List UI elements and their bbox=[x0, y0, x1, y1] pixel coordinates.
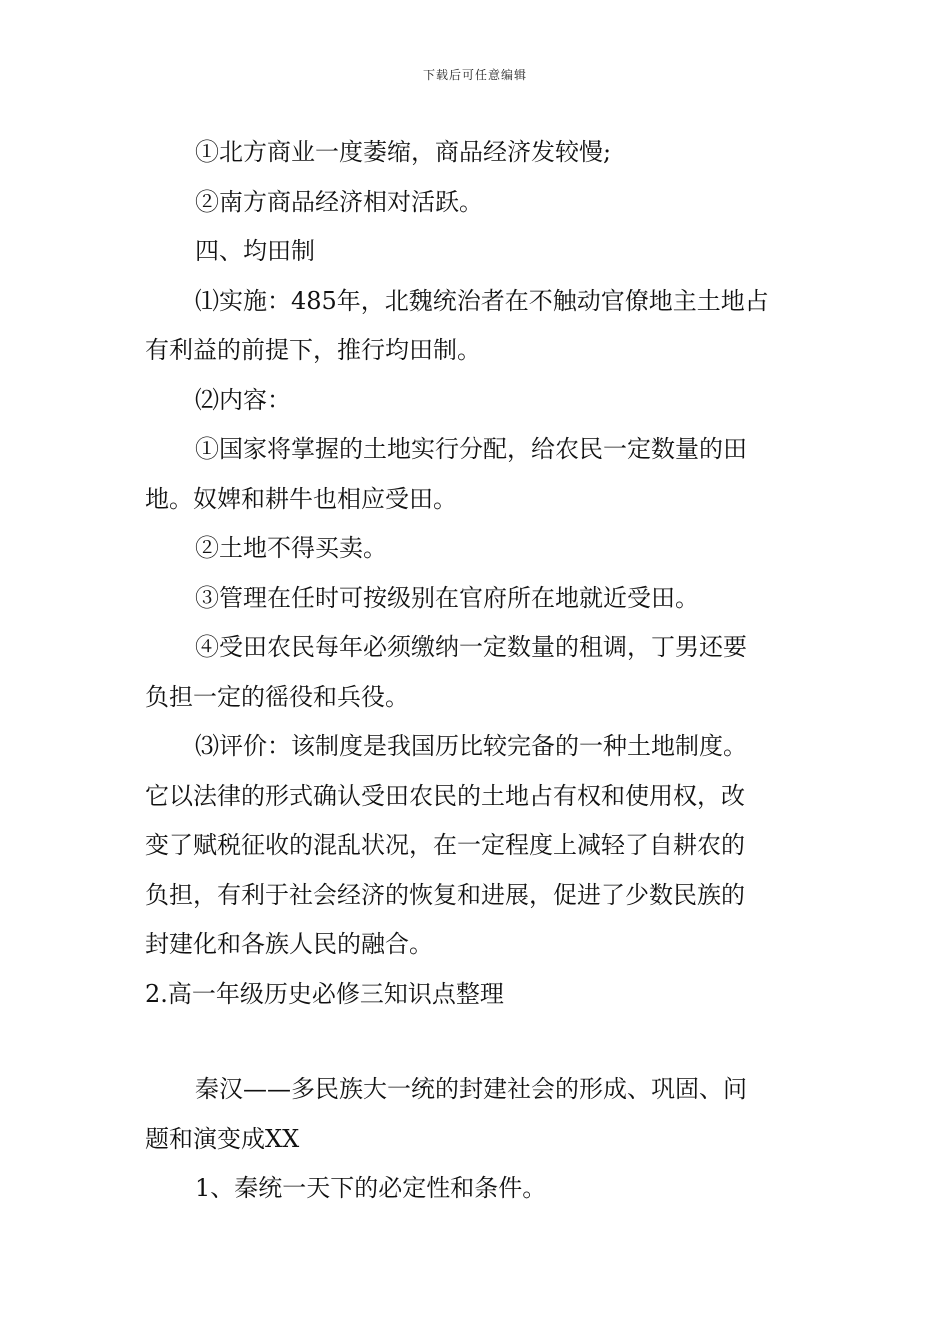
text-line: ②土地不得买卖。 bbox=[195, 534, 387, 562]
text-line: ⑶评价：该制度是我国历比较完备的一种土地制度。 bbox=[195, 732, 747, 760]
text-line: 1、秦统一天下的必定性和条件。 bbox=[195, 1174, 547, 1202]
text-line: ③管理在任时可按级别在官府所在地就近受田。 bbox=[195, 583, 699, 612]
text-line: 2.高一年级历史必修三知识点整理 bbox=[145, 979, 504, 1008]
text-line: 负担一定的徭役和兵役。 bbox=[145, 682, 409, 711]
text-line: 有利益的前提下，推行均田制。 bbox=[145, 336, 481, 364]
text-line: ①北方商业一度萎缩，商品经济发较慢; bbox=[195, 138, 612, 166]
text-line: 题和演变成XX bbox=[145, 1124, 300, 1153]
document-body bbox=[145, 128, 810, 1214]
text-line: 地。奴婢和耕牛也相应受田。 bbox=[145, 484, 457, 513]
text-line: ④受田农民每年必须缴纳一定数量的租调，丁男还要 bbox=[195, 633, 747, 661]
text-line: 秦汉——多民族大一统的封建社会的形成、巩固、问 bbox=[195, 1075, 747, 1103]
text-line: ⑴实施：485年，北魏统治者在不触动官僚地主土地占 bbox=[195, 286, 769, 315]
text-line: ⑵内容： bbox=[195, 385, 291, 414]
blank-spacer bbox=[145, 1019, 810, 1065]
text-line: ②南方商品经济相对活跃。 bbox=[195, 187, 483, 216]
page-header: 下载后可任意编辑 bbox=[422, 68, 527, 82]
text-line: 负担，有利于社会经济的恢复和进展，促进了少数民族的 bbox=[145, 880, 745, 909]
text-line: 四、均田制 bbox=[195, 237, 315, 265]
text-line: 封建化和各族人民的融合。 bbox=[145, 930, 433, 958]
text-line: 变了赋税征收的混乱状况，在一定程度上减轻了自耕农的 bbox=[145, 831, 745, 859]
text-line: ①国家将掌握的土地实行分配，给农民一定数量的田 bbox=[195, 435, 747, 463]
text-line: 它以法律的形式确认受田农民的土地占有权和使用权，改 bbox=[145, 781, 745, 810]
